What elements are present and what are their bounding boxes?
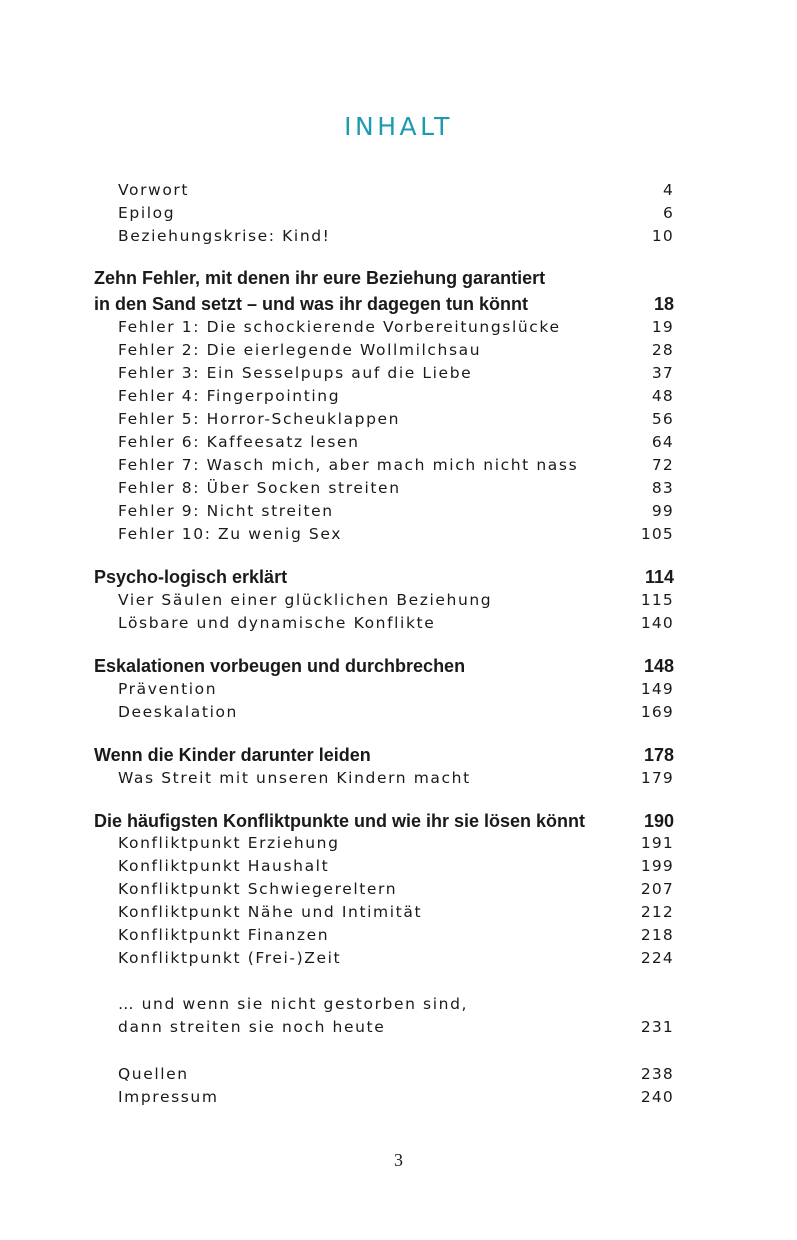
toc-section-entry xyxy=(94,1065,674,1088)
toc-entry-page: 64 xyxy=(651,433,674,451)
toc-entry-title: Impressum xyxy=(118,1088,219,1106)
toc-section-entry xyxy=(94,995,674,1018)
toc-entry-title: Fehler 8: Über Socken streiten xyxy=(118,479,401,497)
toc-section-entry xyxy=(94,1088,674,1111)
toc-section-entry xyxy=(94,479,674,502)
toc-entry-title: Fehler 1: Die schockierende Vorbereitungslücke xyxy=(118,318,561,336)
toc-entry-page: 114 xyxy=(644,567,674,587)
toc-entry-page: 179 xyxy=(640,769,674,787)
toc-entry-page: 140 xyxy=(640,614,674,632)
toc-entry-page: 190 xyxy=(643,811,674,831)
toc-chapter-entry xyxy=(94,567,674,590)
toc-section-entry xyxy=(94,410,674,433)
toc-entry-page: 83 xyxy=(651,479,674,497)
toc-entry-title: Konfliktpunkt Finanzen xyxy=(118,926,330,944)
toc-entry-title: Beziehungskrise: Kind! xyxy=(118,227,331,245)
toc-entry-page: 148 xyxy=(643,656,674,676)
toc-entry-page: 6 xyxy=(662,204,674,222)
toc-entry-title: Konfliktpunkt (Frei-)Zeit xyxy=(118,949,342,967)
toc-entry-title: Fehler 7: Wasch mich, aber mach mich nicht nass xyxy=(118,456,579,474)
toc-entry-page: 191 xyxy=(640,834,674,852)
toc-section-entry xyxy=(94,769,674,792)
toc-entry-title: Quellen xyxy=(118,1065,189,1083)
toc-section-entry xyxy=(94,591,674,614)
toc-entry-title: Vorwort xyxy=(118,181,190,199)
toc-section-entry xyxy=(94,456,674,479)
toc-entry-page: 115 xyxy=(640,591,674,609)
toc-entry-page: 10 xyxy=(651,227,674,245)
toc-entry-page: 207 xyxy=(640,880,674,898)
toc-entry-page: 212 xyxy=(640,903,674,921)
toc-entry-page: 178 xyxy=(643,745,674,765)
toc-entry-title: Konfliktpunkt Haushalt xyxy=(118,857,330,875)
toc-entry-title: Fehler 3: Ein Sesselpups auf die Liebe xyxy=(118,364,473,382)
toc-section-entry xyxy=(94,318,674,341)
toc-entry-title: in den Sand setzt – und was ihr dagegen tun könnt xyxy=(94,294,529,314)
toc-entry-page: 99 xyxy=(651,502,674,520)
toc-entry-title: Prävention xyxy=(118,680,218,698)
toc-entry-title: Lösbare und dynamische Konflikte xyxy=(118,614,436,632)
toc-entry-title: Konfliktpunkt Nähe und Intimität xyxy=(118,903,423,921)
toc-entry-title: … und wenn sie nicht gestorben sind, xyxy=(118,995,469,1013)
toc-section-entry xyxy=(94,680,674,703)
toc-section-entry xyxy=(94,181,674,204)
toc-section-entry xyxy=(94,703,674,726)
toc-section-entry xyxy=(94,949,674,972)
toc-entry-title: Fehler 5: Horror-Scheuklappen xyxy=(118,410,401,428)
toc-entry-page: 105 xyxy=(640,525,674,543)
toc-entry-title: dann streiten sie noch heute xyxy=(118,1018,386,1036)
toc-entry-title: Fehler 9: Nicht streiten xyxy=(118,502,334,520)
toc-section-entry xyxy=(94,227,674,250)
toc-entry-title: Zehn Fehler, mit denen ihr eure Beziehung garantiert xyxy=(94,268,546,288)
toc-entry-page: 19 xyxy=(651,318,674,336)
toc-entry-page: 224 xyxy=(640,949,674,967)
toc-entry-page: 37 xyxy=(651,364,674,382)
toc-section-entry xyxy=(94,880,674,903)
toc-entry-page: 18 xyxy=(653,294,674,314)
toc-entry-title: Eskalationen vorbeugen und durchbrechen xyxy=(94,656,466,676)
toc-entry-title: Epilog xyxy=(118,204,176,222)
toc-entry-page: 72 xyxy=(651,456,674,474)
toc-chapter-entry xyxy=(94,294,674,317)
toc-entry-title: Fehler 2: Die eierlegende Wollmilchsau xyxy=(118,341,482,359)
toc-entry-page: 231 xyxy=(640,1018,674,1036)
toc-entry-title: Fehler 10: Zu wenig Sex xyxy=(118,525,342,543)
toc-entry-title: Fehler 6: Kaffeesatz lesen xyxy=(118,433,360,451)
toc-section-entry xyxy=(94,204,674,227)
toc-entry-title: Was Streit mit unseren Kindern macht xyxy=(118,769,471,787)
toc-entry-title: Vier Säulen einer glücklichen Beziehung xyxy=(118,591,493,609)
toc-entry-title: Wenn die Kinder darunter leiden xyxy=(94,745,371,765)
toc-entry-page: 218 xyxy=(640,926,674,944)
toc-section-entry xyxy=(94,1018,674,1041)
toc-entry-page: 199 xyxy=(640,857,674,875)
toc-entry-page: 48 xyxy=(651,387,674,405)
toc-section-entry xyxy=(94,364,674,387)
toc-entry-page: 169 xyxy=(640,703,674,721)
toc-chapter-entry xyxy=(94,268,674,291)
toc-section-entry xyxy=(94,614,674,637)
toc-entry-page: 56 xyxy=(651,410,674,428)
toc-section-entry xyxy=(94,433,674,456)
page-number: 3 xyxy=(394,1150,403,1170)
toc-section-entry xyxy=(94,857,674,880)
toc-entry-title: Konfliktpunkt Erziehung xyxy=(118,834,340,852)
toc-section-entry xyxy=(94,341,674,364)
toc-section-entry xyxy=(94,525,674,548)
toc-section-entry xyxy=(94,387,674,410)
toc-entry-title: Deeskalation xyxy=(118,703,238,721)
toc-chapter-entry xyxy=(94,745,674,768)
toc-section-entry xyxy=(94,834,674,857)
toc-section-entry xyxy=(94,502,674,525)
toc-entry-page: 4 xyxy=(662,181,674,199)
toc-chapter-entry xyxy=(94,656,674,679)
toc-entry-title: Die häufigsten Konfliktpunkte und wie ihr sie lösen könnt xyxy=(94,811,586,831)
toc-chapter-entry xyxy=(94,811,674,834)
toc-section-entry xyxy=(94,903,674,926)
toc-entry-page: 28 xyxy=(651,341,674,359)
toc-entry-title: Konfliktpunkt Schwiegereltern xyxy=(118,880,398,898)
toc-entry-title: Fehler 4: Fingerpointing xyxy=(118,387,341,405)
toc-entry-page: 238 xyxy=(640,1065,674,1083)
toc-section-entry xyxy=(94,926,674,949)
page-title: INHALT xyxy=(344,112,453,141)
toc-entry-title: Psycho-logisch erklärt xyxy=(94,567,288,587)
toc-entry-page: 149 xyxy=(640,680,674,698)
toc-entry-page: 240 xyxy=(640,1088,674,1106)
